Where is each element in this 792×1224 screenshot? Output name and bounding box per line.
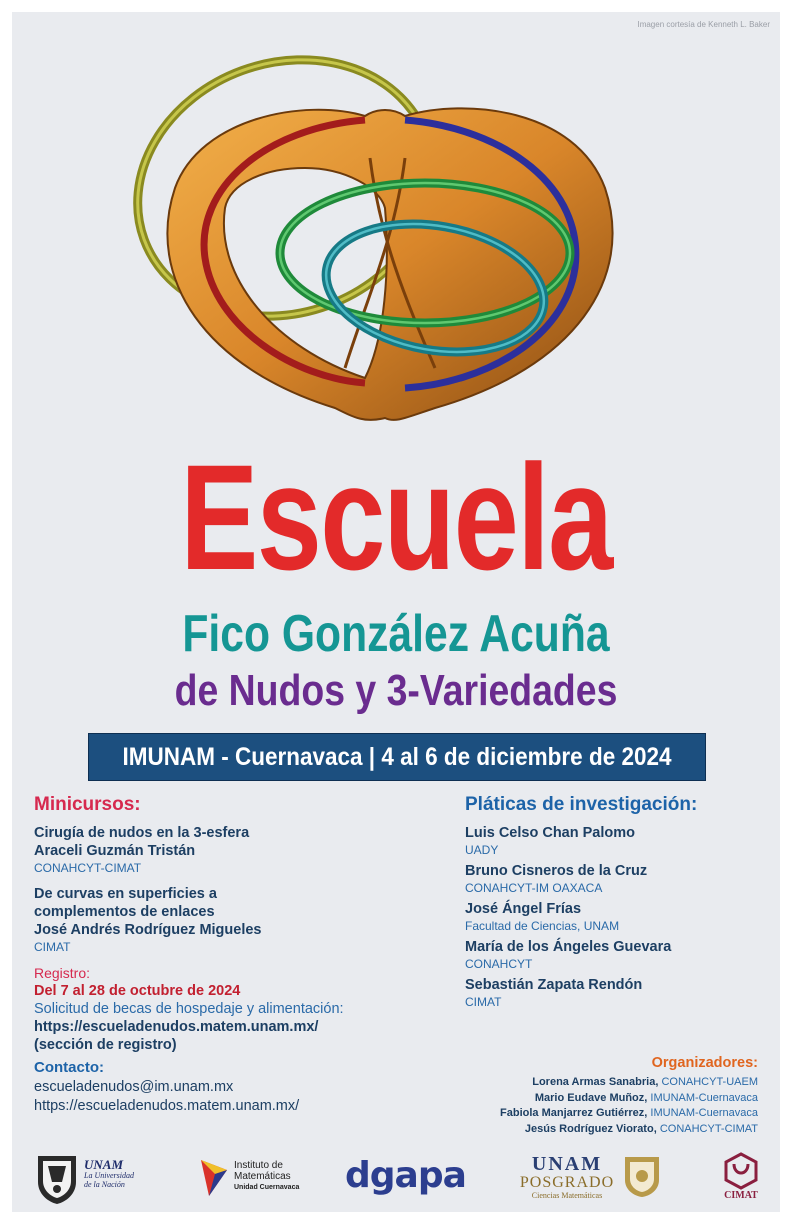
speaker-item: [465, 900, 775, 934]
posgrado-subtitle: Ciencias Matemáticas: [531, 1191, 603, 1200]
speaker-affiliation: Facultad de Ciencias, UNAM: [465, 919, 620, 933]
im-line2: Matemáticas: [234, 1171, 291, 1182]
im-line3: Unidad Cuernavaca: [234, 1184, 300, 1191]
organizer-affiliation: CONAHCYT-CIMAT: [659, 1122, 758, 1135]
organizer-name: Jesús Rodríguez Viorato,: [524, 1122, 657, 1135]
im-line1: Instituto de: [234, 1160, 283, 1171]
title-fico-gonzalez-acuna: Fico González Acuña: [182, 605, 610, 663]
unam-wordmark-text: UNAM: [84, 1157, 124, 1172]
registro-url-link[interactable]: https://escueladenudos.matem.unam.mx/: [34, 1019, 319, 1035]
unam-wordmark: [84, 1158, 144, 1189]
minicurso-item: [34, 824, 414, 876]
venue-date-banner: [88, 733, 706, 781]
platicas-heading: Pláticas de investigación:: [465, 794, 698, 815]
unam-seal-icon: [34, 1152, 80, 1206]
organizer-affiliation: IMUNAM-Cuernavaca: [650, 1091, 758, 1104]
minicursos-heading: Minicursos:: [34, 794, 141, 815]
minicurso-title: De curvas en superficies a complementos de enlaces: [34, 886, 217, 920]
becas-text: Solicitud de becas de hospedaje y alimentación:: [34, 1001, 344, 1017]
registro-dates: Del 7 al 28 de octubre de 2024: [34, 983, 241, 999]
cimat-wordmark: CIMAT: [724, 1190, 758, 1201]
posgrado-word: POSGRADO: [519, 1174, 615, 1191]
speaker-name: José Ángel Frías: [465, 901, 582, 917]
speaker-item: [465, 938, 775, 972]
contact-email-link[interactable]: escueladenudos@im.unam.mx: [34, 1079, 234, 1095]
registro-label: Registro:: [34, 965, 91, 981]
organizer-row: [398, 1106, 758, 1122]
organizer-affiliation: IMUNAM-Cuernavaca: [650, 1107, 758, 1119]
speaker-item: [465, 862, 775, 896]
orange-surface: [167, 108, 612, 420]
speaker-name: Sebastián Zapata Rendón: [465, 977, 643, 993]
organizer-name: Mario Eudave Muñoz,: [534, 1091, 648, 1104]
speaker-affiliation: CONAHCYT: [465, 957, 533, 971]
minicurso-speaker: Araceli Guzmán Tristán: [34, 843, 196, 859]
im-logo-icon: [197, 1156, 231, 1200]
speaker-item: [465, 976, 775, 1010]
contacto-heading: Contacto:: [34, 1059, 104, 1076]
venue-date-text: IMUNAM - Cuernavaca | 4 al 6 de diciembre de 2024: [122, 743, 672, 771]
title-escuela: Escuela: [180, 433, 612, 601]
title-nudos-variedades: de Nudos y 3-Variedades: [174, 666, 618, 715]
minicurso-speaker: José Andrés Rodríguez Migueles: [34, 922, 262, 938]
dgapa-logo: dgapa: [345, 1155, 466, 1196]
speaker-name: María de los Ángeles Guevara: [465, 939, 672, 955]
organizer-row: [398, 1122, 758, 1138]
organizer-name: Fabiola Manjarrez Gutiérrez,: [500, 1107, 648, 1119]
platicas-column: [465, 794, 775, 1014]
speaker-item: [465, 824, 775, 858]
speaker-affiliation: CONAHCYT-IM OAXACA: [465, 881, 603, 895]
contact-web-link[interactable]: https://escueladenudos.matem.unam.mx/: [34, 1098, 300, 1114]
organizer-row: [398, 1075, 758, 1091]
cimat-logo-icon: [724, 1152, 758, 1190]
speaker-affiliation: CIMAT: [465, 995, 502, 1009]
minicurso-affiliation: CONAHCYT-CIMAT: [34, 861, 142, 875]
posgrado-logo: [517, 1154, 617, 1200]
unam-tagline: La Universidad de la Nación: [84, 1171, 134, 1189]
organizer-name: Lorena Armas Sanabria,: [532, 1076, 659, 1088]
organizadores-heading: Organizadores:: [651, 1055, 758, 1071]
posgrado-seal-icon: [622, 1154, 662, 1198]
minicurso-title: Cirugía de nudos en la 3-esfera: [34, 825, 250, 841]
minicursos-column: [34, 794, 414, 1116]
organizadores-section: [398, 1053, 758, 1137]
organizer-row: [398, 1091, 758, 1107]
speaker-affiliation: UADY: [465, 843, 499, 857]
speaker-name: Bruno Cisneros de la Cruz: [465, 863, 648, 879]
knot-illustration: [105, 38, 665, 468]
organizer-affiliation: CONAHCYT-UAEM: [661, 1076, 758, 1088]
sponsor-logos: [12, 1148, 780, 1212]
im-wordmark: [234, 1160, 314, 1193]
image-credit: Imagen cortesía de Kenneth L. Baker: [637, 20, 770, 29]
minicurso-item: [34, 885, 414, 955]
registro-url-note: (sección de registro): [34, 1037, 177, 1053]
posgrado-unam: UNAM: [531, 1153, 603, 1175]
speaker-name: Luis Celso Chan Palomo: [465, 825, 635, 841]
minicurso-affiliation: CIMAT: [34, 940, 71, 954]
